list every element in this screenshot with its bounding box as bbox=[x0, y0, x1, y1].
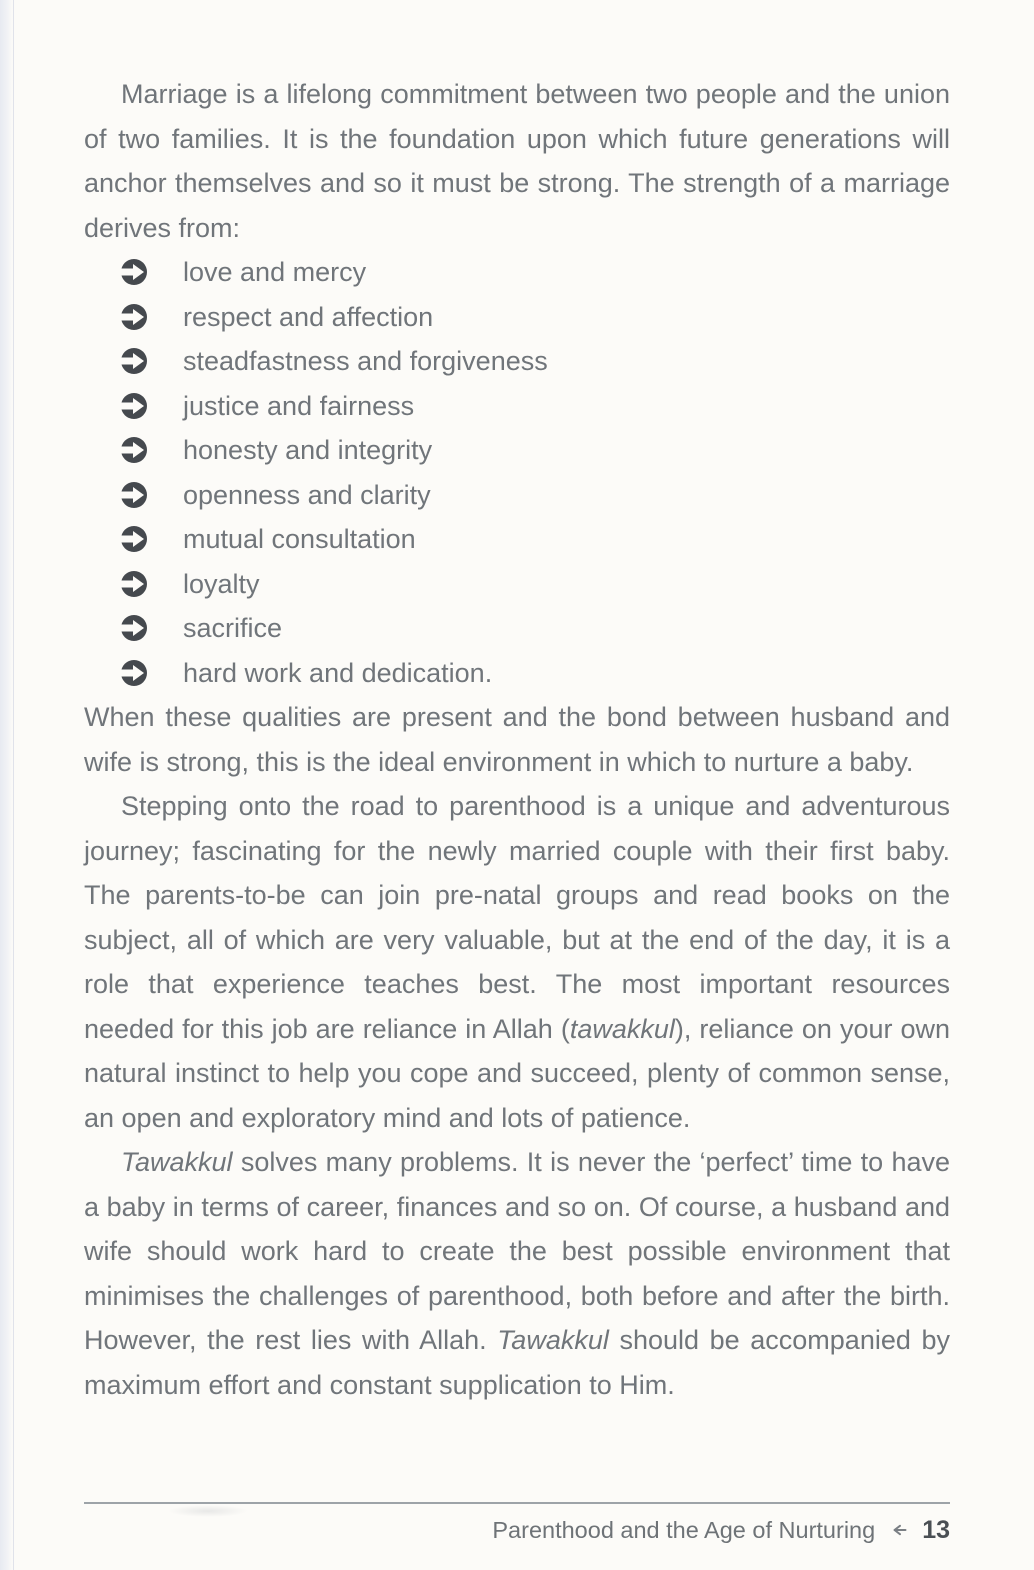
paragraph-marriage-intro: Marriage is a lifelong commitment between two people and the union of two families. It is the foundation upon which future generations will anchor themselves and so it must be strong. The strength of a marriage derives from: bbox=[84, 79, 950, 243]
list-item-label: openness and clarity bbox=[183, 479, 431, 510]
circle-right-arrow-bullet-icon bbox=[120, 347, 148, 375]
list-item-label: sacrifice bbox=[183, 613, 283, 643]
page-body-text bbox=[84, 72, 950, 1407]
circle-right-arrow-bullet-icon bbox=[120, 436, 148, 464]
list-item bbox=[84, 428, 950, 473]
circle-right-arrow-bullet-icon bbox=[120, 392, 148, 420]
circle-right-arrow-bullet-icon bbox=[120, 525, 148, 553]
list-item bbox=[84, 473, 950, 518]
list-item bbox=[84, 339, 950, 384]
list-item bbox=[84, 517, 950, 562]
circle-right-arrow-bullet-icon bbox=[120, 303, 148, 331]
circle-right-arrow-bullet-icon bbox=[120, 614, 148, 642]
list-item bbox=[84, 651, 950, 696]
page-gutter-edge bbox=[0, 0, 14, 1570]
circle-right-arrow-bullet-icon bbox=[120, 481, 148, 509]
list-item-label: respect and affection bbox=[183, 301, 434, 332]
left-arrow-icon bbox=[890, 1523, 907, 1537]
marriage-qualities-list bbox=[84, 250, 950, 695]
list-item-label: loyalty bbox=[183, 568, 260, 599]
list-item bbox=[84, 250, 950, 295]
list-item bbox=[84, 606, 950, 651]
list-item bbox=[84, 562, 950, 607]
footer-divider bbox=[84, 1502, 950, 1504]
circle-right-arrow-bullet-icon bbox=[120, 659, 148, 687]
circle-right-arrow-bullet-icon bbox=[120, 258, 148, 286]
page-number: 13 bbox=[922, 1516, 950, 1544]
list-item-label: honesty and integrity bbox=[183, 435, 433, 465]
list-item bbox=[84, 295, 950, 340]
circle-right-arrow-bullet-icon bbox=[120, 570, 148, 598]
paragraph-tawakkul-solves: Tawakkul solves many problems. It is never the ‘perfect’ time to have a baby in terms of career, finances and so on. Of course, a husband and wife should work hard to create the best possible environment that minimises the challenges of parenthood, both before and after the birth. However, the rest lies with Allah. Tawakkul should be accompanied by maximum effort and constant supplication to Him. bbox=[84, 1147, 950, 1400]
paragraph-stepping-onto-road: Stepping onto the road to parenthood is a unique and adventurous journey; fascinating for the newly married couple with their first baby. The parents-to-be can join pre-natal groups and read books on the subject, all of which are very valuable, but at the end of the day, it is a role that experience teaches best. The most important resources needed for this job are reliance in Allah (tawakkul), reliance on your own natural instinct to help you cope and succeed, plenty of common sense, an open and exploratory mind and lots of patience. bbox=[84, 791, 951, 1133]
list-item-label: love and mercy bbox=[183, 257, 367, 287]
scan-artifact bbox=[168, 1505, 248, 1517]
list-item-label: mutual consultation bbox=[183, 524, 416, 554]
list-item-label: steadfastness and forgiveness bbox=[183, 346, 548, 376]
list-item-label: hard work and dedication. bbox=[183, 657, 493, 688]
list-item bbox=[84, 384, 950, 429]
running-title: Parenthood and the Age of Nurturing bbox=[492, 1517, 876, 1543]
list-item-label: justice and fairness bbox=[183, 390, 415, 421]
page-footer bbox=[492, 1514, 950, 1546]
paragraph-qualities-present: When these qualities are present and the bond between husband and wife is strong, this is the ideal environment in which to nurture a baby. bbox=[84, 702, 950, 777]
